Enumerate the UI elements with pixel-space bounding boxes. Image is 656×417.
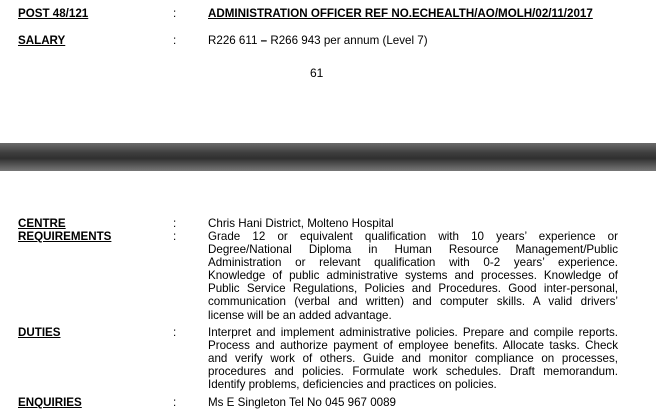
- requirements-line: Knowledge of public administrative systems and processes. Knowledge of: [208, 269, 618, 283]
- requirements-label: REQUIREMENTS: [18, 230, 112, 243]
- requirements-line: Public Service Regulations, Policies and Procedures. Good inter-personal,: [208, 282, 618, 296]
- centre-label: CENTRE: [18, 217, 66, 230]
- requirements-line: Degree/National Diploma in Human Resource Management/Public: [208, 243, 618, 257]
- enquiries-colon: :: [173, 396, 177, 409]
- page-break-divider: [0, 143, 656, 171]
- duties-line: and verify work of others. Guide and monitor compliance on processes,: [208, 352, 618, 366]
- requirements-line: Administration or relevant qualification with 0-2 years’ experience.: [208, 256, 618, 270]
- requirements-line: communication (verbal and written) and computer skills. A valid drivers’: [208, 295, 618, 309]
- page-number: 61: [310, 66, 324, 80]
- enquiries-value: Ms E Singleton Tel No 045 967 0089: [208, 396, 396, 409]
- salary-label: SALARY: [18, 34, 66, 47]
- duties-line: Identify problems, deficiencies and practices on policies.: [208, 378, 497, 392]
- post-number-label: POST 48/121: [18, 7, 89, 20]
- requirements-colon: :: [173, 230, 177, 243]
- duties-colon: :: [173, 326, 177, 339]
- requirements-line: license will be an added advantage.: [208, 308, 392, 322]
- duties-line: Interpret and implement administrative policies. Prepare and compile reports.: [208, 326, 618, 339]
- duties-line: Process and authorize payment of employee benefits. Allocate tasks. Check: [208, 339, 618, 353]
- post-colon: :: [173, 7, 177, 20]
- centre-colon: :: [173, 217, 177, 230]
- requirements-line: Grade 12 or equivalent qualification with 10 years’ experience or: [208, 230, 618, 243]
- duties-label: DUTIES: [18, 326, 61, 339]
- post-title: ADMINISTRATION OFFICER REF NO.ECHEALTH/AO/MOLH/02/11/2017: [208, 7, 593, 20]
- salary-value: R226 611 – R266 943 per annum (Level 7): [208, 34, 428, 47]
- requirements-text: [208, 230, 618, 322]
- duties-line: procedures and policies. Formulate work schedules. Draft memorandum.: [208, 365, 618, 379]
- enquiries-label: ENQUIRIES: [18, 396, 82, 409]
- centre-value: Chris Hani District, Molteno Hospital: [208, 217, 394, 230]
- duties-text: [208, 326, 618, 391]
- salary-colon: :: [173, 34, 177, 47]
